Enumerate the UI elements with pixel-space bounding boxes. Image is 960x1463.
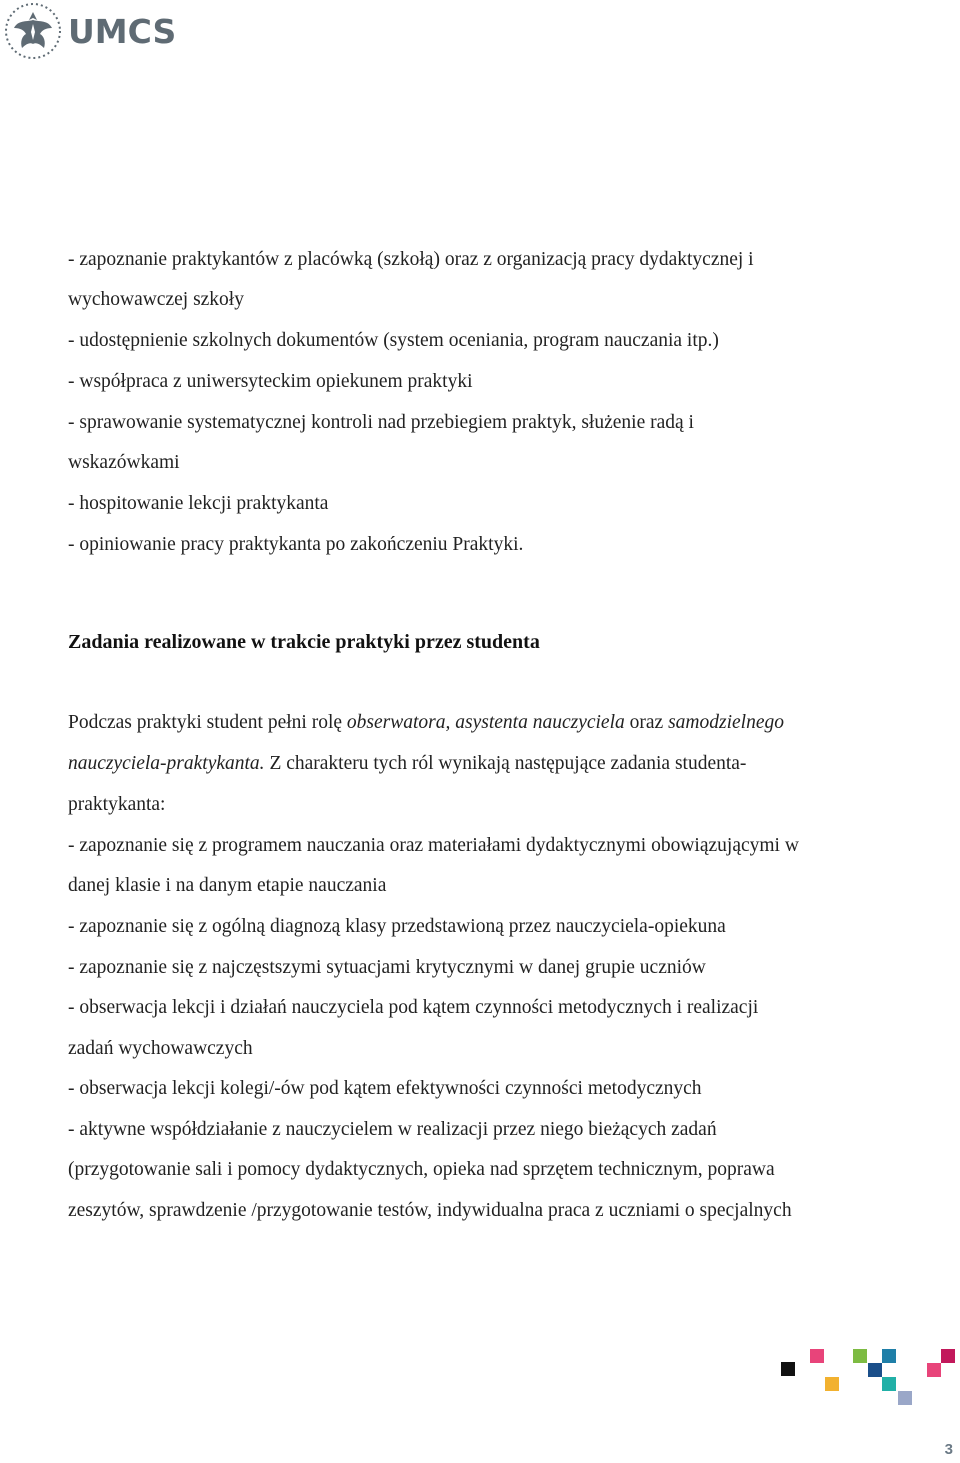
text-line: wychowawczej szkoły [68, 289, 244, 310]
square-icon [882, 1349, 896, 1363]
text-line: - udostępnienie szkolnych dokumentów (system oceniania, program nauczania itp.) [68, 330, 719, 351]
text-line: - sprawowanie systematycznej kontroli nad przebiegiem praktyk, służenie radą i [68, 412, 694, 433]
intro-line: Podczas praktyki student pełni rolę obserwatora, asystenta nauczyciela oraz samodzielnego [68, 712, 784, 733]
task-line: - aktywne współdziałanie z nauczycielem w realizacji przez niego bieżących zadań [68, 1119, 717, 1140]
task-line: - zapoznanie się z programem nauczania oraz materiałami dydaktycznymi obowiązującymi w [68, 835, 799, 856]
section-heading: Zadania realizowane w trakcie praktyki przez studenta [68, 631, 540, 653]
square-icon [882, 1377, 896, 1391]
umcs-logo [4, 2, 176, 60]
square-icon [941, 1349, 955, 1363]
intro-line: nauczyciela-praktykanta. Z charakteru tych ról wynikają następujące zadania studenta- [68, 753, 747, 774]
logo-text: UMCS [68, 11, 177, 51]
intro-line: praktykanta: [68, 794, 166, 815]
square-icon [810, 1349, 824, 1363]
page-number: 3 [944, 1441, 953, 1458]
square-icon [853, 1349, 867, 1363]
task-line: - obserwacja lekcji kolegi/-ów pod kątem efektywności czynności metodycznych [68, 1078, 702, 1099]
text-line: - opiniowanie pracy praktykanta po zakończeniu Praktyki. [68, 534, 524, 555]
square-icon [781, 1362, 795, 1376]
task-line: zadań wychowawczych [68, 1038, 253, 1059]
text-line: wskazówkami [68, 452, 180, 473]
text-line: - współpraca z uniwersyteckim opiekunem praktyki [68, 371, 473, 392]
task-line: - obserwacja lekcji i działań nauczyciela pod kątem czynności metodycznych i realizacji [68, 997, 759, 1018]
task-line: - zapoznanie się z ogólną diagnozą klasy przedstawioną przez nauczyciela-opiekuna [68, 916, 726, 937]
square-icon [898, 1391, 912, 1405]
task-line: danej klasie i na danym etapie nauczania [68, 875, 387, 896]
square-icon [927, 1363, 941, 1377]
eagle-emblem-icon [4, 2, 62, 60]
text-line: - hospitowanie lekcji praktykanta [68, 493, 329, 514]
task-line: zeszytów, sprawdzenie /przygotowanie testów, indywidualna praca z uczniami o specjalnych [68, 1200, 792, 1221]
task-line: (przygotowanie sali i pomocy dydaktycznych, opieka nad sprzętem technicznym, poprawa [68, 1159, 775, 1180]
square-icon [825, 1377, 839, 1391]
text-line: - zapoznanie praktykantów z placówką (szkołą) oraz z organizacją pracy dydaktycznej i [68, 249, 754, 270]
task-line: - zapoznanie się z najczęstszymi sytuacjami krytycznymi w danej grupie uczniów [68, 957, 706, 978]
square-icon [868, 1363, 882, 1377]
